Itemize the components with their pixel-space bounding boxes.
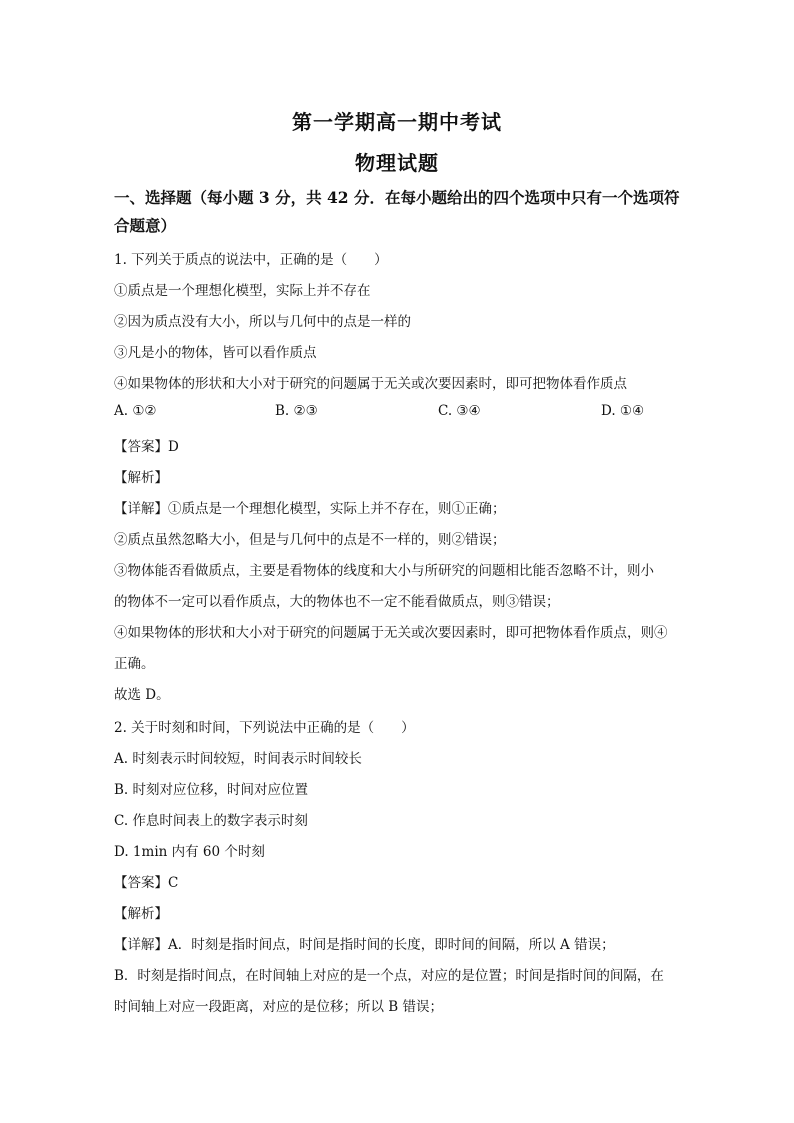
question-2-detail: 时间轴上对应一段距离，对应的是位移；所以 B 错误； bbox=[114, 999, 444, 1015]
question-1-analysis-label: 【解析】 bbox=[114, 470, 168, 486]
question-1-statement: ③凡是小的物体，皆可以看作质点 bbox=[114, 345, 317, 361]
question-1-answer: 【答案】D bbox=[114, 439, 179, 455]
question-1-statement: ①质点是一个理想化模型，实际上并不存在 bbox=[114, 283, 371, 299]
option-a: A. 时刻表示时间较短，时间表示时间较长 bbox=[114, 751, 362, 767]
question-2-detail: B．时刻是指时间点，在时间轴上对应的是一个点，对应的是位置；时间是指时间的间隔，在 bbox=[114, 968, 664, 984]
question-1-stem: 1. 下列关于质点的说法中，正确的是（ ） bbox=[114, 252, 388, 268]
question-1-detail: 故选 D。 bbox=[114, 687, 170, 703]
question-1-detail: ③物体能否看做质点，主要是看物体的线度和大小与所研究的问题相比能否忽略不计，则小 bbox=[114, 563, 654, 579]
exam-subtitle: 物理试题 bbox=[355, 151, 439, 175]
question-1-detail: 正确。 bbox=[114, 656, 155, 672]
question-1-detail: ②质点虽然忽略大小，但是与几何中的点是不一样的，则②错误； bbox=[114, 532, 506, 548]
option-b: B. ②③ bbox=[275, 403, 318, 419]
option-b: B. 时刻对应位移，时间对应位置 bbox=[114, 782, 309, 798]
option-a: A. ①② bbox=[114, 403, 157, 419]
exam-title: 第一学期高一期中考试 bbox=[292, 110, 502, 134]
question-2-detail: 【详解】A．时刻是指时间点，时间是指时间的长度，即时间的间隔，所以 A 错误； bbox=[114, 937, 615, 953]
question-1-detail: 的物体不一定可以看作质点，大的物体也不一定不能看做质点，则③错误； bbox=[114, 594, 560, 610]
option-d: D. ①④ bbox=[601, 403, 645, 419]
section-heading bbox=[114, 184, 714, 240]
question-1-detail: 【详解】①质点是一个理想化模型，实际上并不存在，则①正确； bbox=[114, 501, 506, 517]
option-c: C. 作息时间表上的数字表示时刻 bbox=[114, 813, 308, 829]
question-1-statement: ④如果物体的形状和大小对于研究的问题属于无关或次要因素时，即可把物体看作质点 bbox=[114, 376, 627, 392]
question-2-answer: 【答案】C bbox=[114, 875, 179, 891]
question-1-statement: ②因为质点没有大小，所以与几何中的点是一样的 bbox=[114, 314, 411, 330]
section-heading-line: 一、选择题（每小题 3 分，共 42 分．在每小题给出的四个选项中只有一个选项符 bbox=[114, 188, 680, 207]
option-c: C. ③④ bbox=[438, 403, 481, 419]
question-2-stem: 2. 关于时刻和时间，下列说法中正确的是（ ） bbox=[114, 720, 415, 736]
option-d: D. 1min 内有 60 个时刻 bbox=[114, 844, 265, 860]
section-heading-line: 合题意） bbox=[114, 216, 177, 235]
question-1-detail: ④如果物体的形状和大小对于研究的问题属于无关或次要因素时，即可把物体看作质点，则④ bbox=[114, 625, 668, 641]
question-2-analysis-label: 【解析】 bbox=[114, 906, 168, 922]
